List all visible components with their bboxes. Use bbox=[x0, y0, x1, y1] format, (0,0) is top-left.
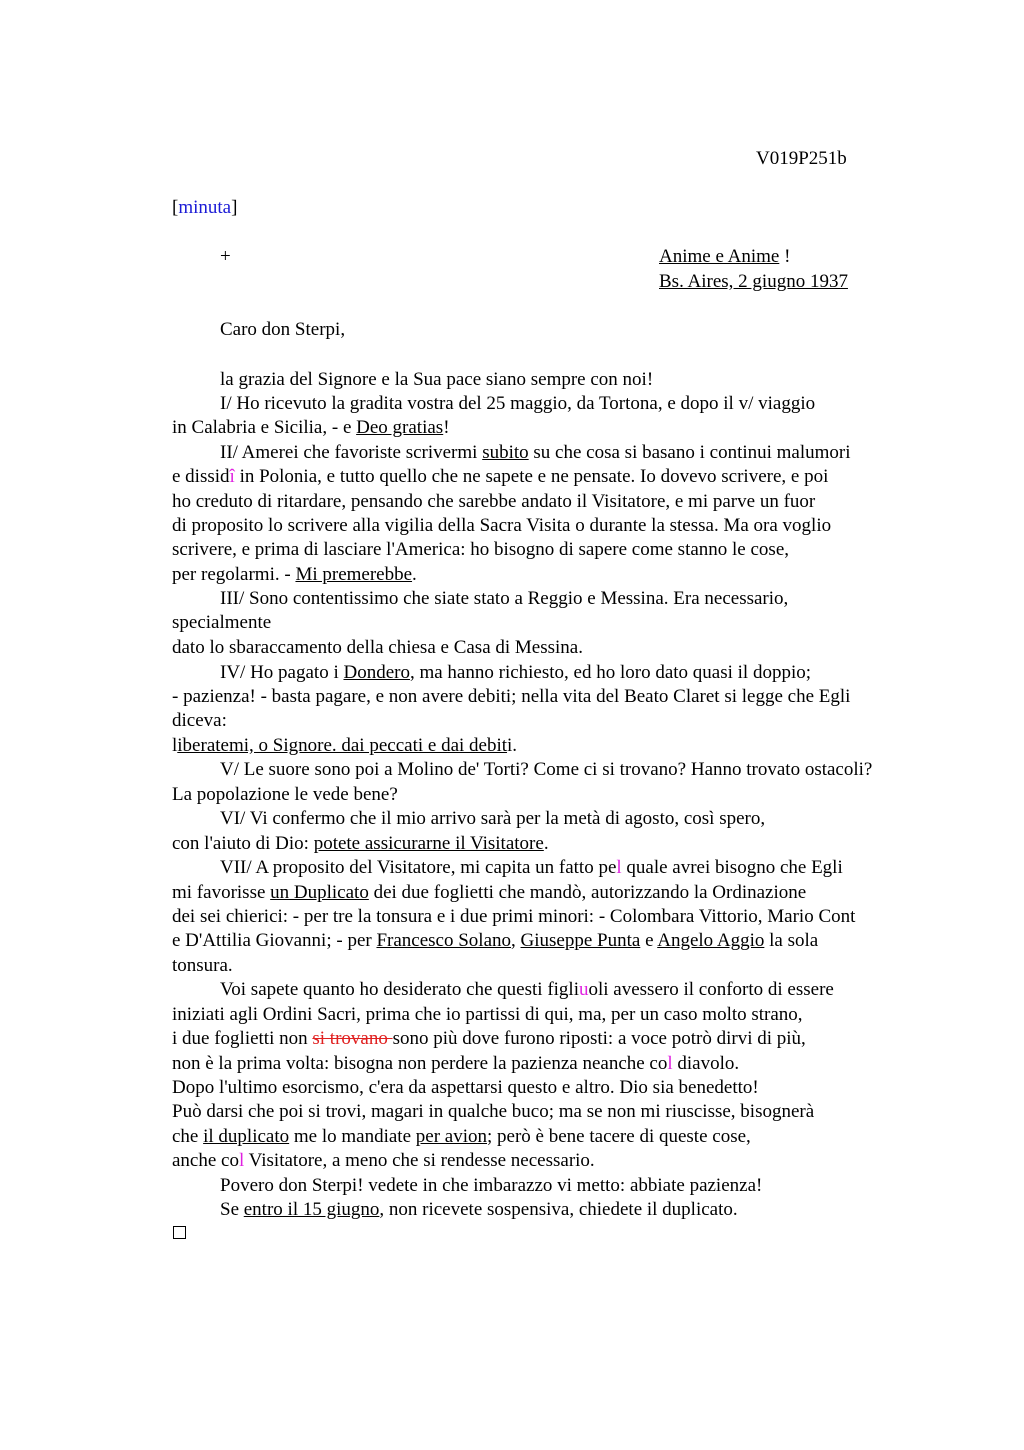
body-line: Se entro il 15 giugno, non ricevete sospensiva, chiedete il duplicato. bbox=[220, 1199, 738, 1220]
document-id: V019P251b bbox=[756, 148, 847, 169]
body-line: di proposito lo scrivere alla vigilia della Sacra Visita o durante la stessa. Ma ora voglio bbox=[172, 515, 832, 536]
body-line: con l'aiuto di Dio: potete assicurarne il Visitatore. bbox=[172, 833, 549, 854]
body-line: Può darsi che poi si trovi, magari in qualche buco; ma se non mi riuscisse, bisognerà bbox=[172, 1101, 815, 1122]
struck-text: si trovano bbox=[312, 1028, 393, 1049]
body-line: - pazienza! - basta pagare, e non avere debiti; nella vita del Beato Claret si legge che Egli bbox=[172, 686, 851, 707]
salutation: Caro don Sterpi, bbox=[220, 319, 346, 340]
body-line: che il duplicato me lo mandiate per avion; però è bene tacere di queste cose, bbox=[172, 1126, 751, 1147]
body-line: Dopo l'ultimo esorcismo, c'era da aspettarsi questo e altro. Dio sia benedetto! bbox=[172, 1077, 759, 1098]
body-line: VII/ A proposito del Visitatore, mi capita un fatto pel quale avrei bisogno che Egli bbox=[220, 857, 843, 878]
body-line: scrivere, e prima di lasciare l'America: ho bisogno di sapere come stanno le cose, bbox=[172, 539, 789, 560]
body-line: la grazia del Signore e la Sua pace siano sempre con noi! bbox=[220, 369, 654, 390]
body-line: III/ Sono contentissimo che siate stato a Reggio e Messina. Era necessario, bbox=[220, 588, 789, 609]
body-line: ho creduto di ritardare, pensando che sarebbe andato il Visitatore, e mi parve un fuor bbox=[172, 491, 816, 512]
body-line: in Calabria e Sicilia, - e Deo gratias! bbox=[172, 417, 450, 438]
body-line: Voi sapete quanto ho desiderato che questi figliuoli avessero il conforto di essere bbox=[220, 979, 834, 1000]
body-line: IV/ Ho pagato i Dondero, ma hanno richiesto, ed ho loro dato quasi il doppio; bbox=[220, 662, 812, 683]
body-line: e D'Attilia Giovanni; - per Francesco Solano, Giuseppe Punta e Angelo Aggio la sola bbox=[172, 930, 819, 951]
body-line: tonsura. bbox=[172, 955, 233, 976]
body-line: mi favorisse un Duplicato dei due foglietti che mandò, autorizzando la Ordinazione bbox=[172, 882, 807, 903]
body-line: La popolazione le vede bene? bbox=[172, 784, 398, 805]
body-line: diceva: bbox=[172, 710, 227, 731]
body-line: II/ Amerei che favoriste scrivermi subito su che cosa si basano i continui malumori bbox=[220, 442, 851, 463]
header-motto: Anime e Anime ! bbox=[659, 246, 791, 267]
body-line: Povero don Sterpi! vedete in che imbarazzo vi metto: abbiate pazienza! bbox=[220, 1175, 763, 1196]
body-line: dei sei chierici: - per tre la tonsura e i due primi minori: - Colombara Vittorio, Mario Cont bbox=[172, 906, 856, 927]
plus-sign: + bbox=[220, 246, 231, 267]
body-line: I/ Ho ricevuto la gradita vostra del 25 maggio, da Tortona, e dopo il v/ viaggio bbox=[220, 393, 816, 414]
body-line: liberatemi, o Signore. dai peccati e dai debiti. bbox=[172, 735, 518, 756]
minuta-label: [minuta] bbox=[172, 197, 238, 218]
body-line: per regolarmi. - Mi premerebbe. bbox=[172, 564, 417, 585]
body-line: VI/ Vi confermo che il mio arrivo sarà per la metà di agosto, così spero, bbox=[220, 808, 766, 829]
body-line: dato lo sbaraccamento della chiesa e Casa di Messina. bbox=[172, 637, 583, 658]
body-line: anche col Visitatore, a meno che si rendesse necessario. bbox=[172, 1150, 595, 1171]
body-line: iniziati agli Ordini Sacri, prima che io partissi di qui, ma, per un caso molto strano, bbox=[172, 1004, 803, 1025]
body-line: e dissidî in Polonia, e tutto quello che ne sapete e ne pensate. Io dovevo scrivere, e poi bbox=[172, 466, 829, 487]
body-line: V/ Le suore sono poi a Molino de' Torti? Come ci si trovano? Hanno trovato ostacoli? bbox=[220, 759, 873, 780]
body-line: specialmente bbox=[172, 612, 272, 633]
body-line: i due foglietti non si trovano sono più dove furono riposti: a voce potrò dirvi di più, bbox=[172, 1028, 806, 1049]
body-line: non è la prima volta: bisogna non perdere la pazienza neanche col diavolo. bbox=[172, 1053, 740, 1074]
empty-box-icon bbox=[173, 1226, 186, 1239]
header-date: Bs. Aires, 2 giugno 1937 bbox=[659, 271, 848, 292]
